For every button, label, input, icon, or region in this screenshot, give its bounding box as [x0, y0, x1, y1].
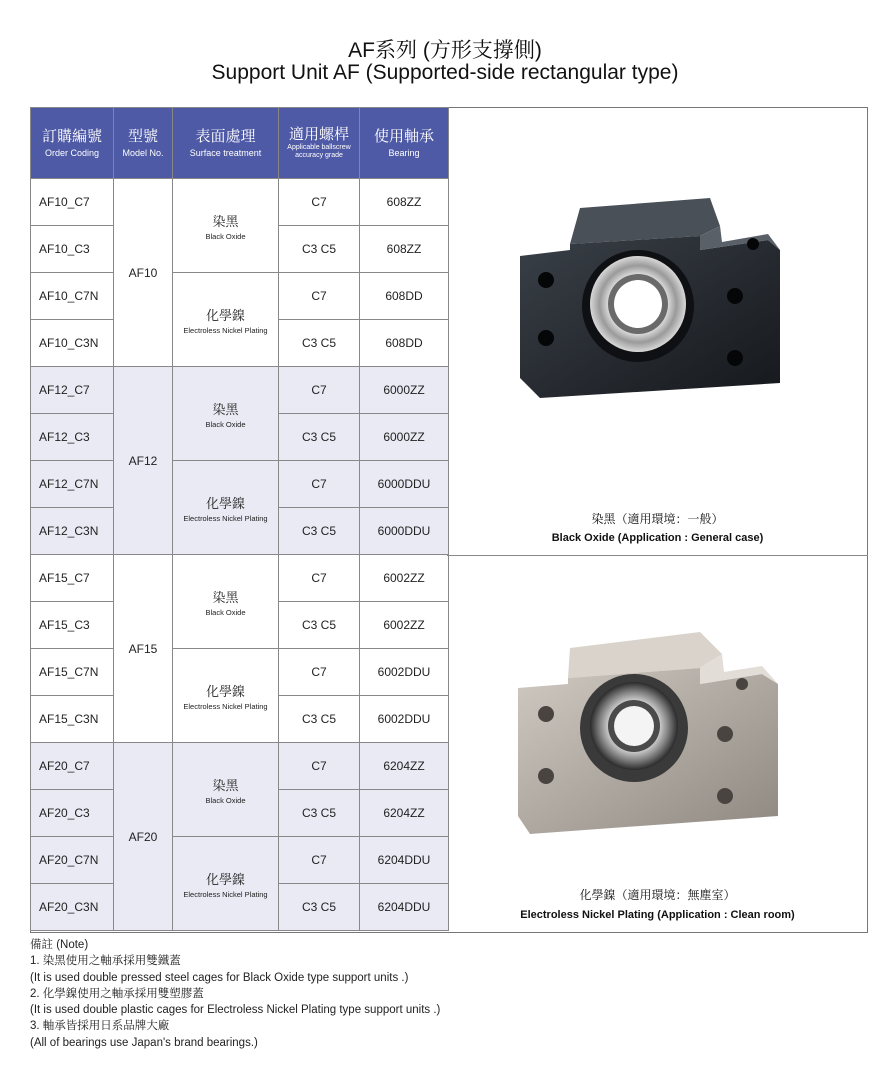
table-row	[31, 273, 449, 320]
order-code: AF10_C7N	[31, 273, 114, 320]
bearing: 608ZZ	[360, 179, 449, 226]
note-line: (It is used double pressed steel cages for Black Oxide type support units .)	[30, 971, 409, 984]
surface-black-oxide	[173, 743, 279, 837]
header-accuracy-zh: 適用螺桿	[288, 126, 349, 143]
surface-zh: 染黑	[212, 589, 239, 605]
table-row	[31, 179, 449, 226]
note-line: 3. 軸承皆採用日系品牌大廠	[30, 1020, 170, 1033]
notes-heading: 備註 (Note)	[30, 939, 89, 951]
surface-zh: 化學鎳	[205, 871, 245, 887]
surface-en: Electroless Nickel Plating	[183, 325, 268, 335]
surface-zh: 染黑	[212, 213, 239, 229]
accuracy-grade: C3 C5	[279, 320, 360, 367]
surface-en: Black Oxide	[205, 231, 246, 241]
surface-nickel-plating	[173, 649, 279, 743]
accuracy-grade: C7	[279, 179, 360, 226]
surface-zh: 染黑	[212, 777, 239, 793]
accuracy-grade: C3 C5	[279, 790, 360, 837]
surface-en: Electroless Nickel Plating	[183, 889, 268, 899]
panel-divider	[447, 555, 868, 556]
order-code: AF12_C7	[31, 367, 114, 414]
bearing: 6002DDU	[360, 696, 449, 743]
order-code: AF15_C7N	[31, 649, 114, 696]
accuracy-grade: C7	[279, 837, 360, 884]
accuracy-grade: C7	[279, 461, 360, 508]
model-no: AF15	[114, 555, 173, 743]
accuracy-grade: C7	[279, 273, 360, 320]
page-title-en: Support Unit AF (Supported-side rectangular type)	[211, 61, 679, 84]
table-row	[31, 837, 449, 884]
order-code: AF12_C3	[31, 414, 114, 461]
surface-nickel-plating	[173, 837, 279, 931]
note-line: 2. 化學鎳使用之軸承採用雙塑膠蓋	[30, 987, 204, 1000]
bearing: 6002DDU	[360, 649, 449, 696]
nickel-plated-unit-image	[510, 626, 790, 838]
note-line: 1. 染黑使用之軸承採用雙鐵蓋	[30, 955, 181, 968]
accuracy-grade: C7	[279, 367, 360, 414]
surface-zh: 染黑	[212, 401, 239, 417]
group-af15	[31, 555, 449, 743]
accuracy-grade: C7	[279, 743, 360, 790]
header-surface-zh: 表面處理	[195, 127, 256, 145]
bearing: 6002ZZ	[360, 555, 449, 602]
surface-black-oxide	[173, 179, 279, 273]
bearing: 608DD	[360, 320, 449, 367]
accuracy-grade: C3 C5	[279, 414, 360, 461]
header-model-zh: 型號	[127, 127, 158, 145]
surface-zh: 化學鎳	[205, 683, 245, 699]
model-no: AF10	[114, 179, 173, 367]
black-oxide-caption-en: Black Oxide (Application : General case)	[551, 532, 764, 544]
bearing: 6204DDU	[360, 837, 449, 884]
bearing: 6000ZZ	[360, 414, 449, 461]
accuracy-grade: C3 C5	[279, 602, 360, 649]
page-title-zh: AF系列 (方形支撐側)	[348, 39, 542, 62]
spec-table	[30, 107, 449, 931]
surface-en: Electroless Nickel Plating	[183, 513, 268, 523]
model-no: AF20	[114, 743, 173, 931]
bearing: 6000DDU	[360, 508, 449, 555]
order-code: AF10_C3N	[31, 320, 114, 367]
header-bearing-zh: 使用軸承	[373, 127, 434, 145]
bearing: 6000ZZ	[360, 367, 449, 414]
header-accuracy-en: Applicable ballscrew accuracy grade	[287, 144, 351, 159]
note-line: (It is used double plastic cages for Electroless Nickel Plating type support units .)	[30, 1004, 441, 1017]
table-row	[31, 555, 449, 602]
group-af12	[31, 367, 449, 555]
bearing: 6204ZZ	[360, 743, 449, 790]
black-oxide-unit-image	[510, 188, 790, 403]
note-line: (All of bearings use Japan's brand bearings.)	[30, 1036, 258, 1049]
header-model-no	[114, 108, 173, 179]
table-row	[31, 649, 449, 696]
group-af10	[31, 179, 449, 367]
model-no: AF12	[114, 367, 173, 555]
table-header-row	[31, 108, 449, 179]
table-row	[31, 461, 449, 508]
accuracy-grade: C3 C5	[279, 696, 360, 743]
order-code: AF20_C7N	[31, 837, 114, 884]
surface-zh: 化學鎳	[205, 495, 245, 511]
bearing: 608ZZ	[360, 226, 449, 273]
surface-en: Black Oxide	[205, 419, 246, 429]
nickel-caption-zh: 化學鎳（適用環境：無塵室）	[579, 888, 736, 902]
surface-en: Black Oxide	[205, 795, 246, 805]
surface-black-oxide	[173, 555, 279, 649]
header-surface-treatment	[173, 108, 279, 179]
bearing: 6000DDU	[360, 461, 449, 508]
order-code: AF20_C3N	[31, 884, 114, 931]
group-af20	[31, 743, 449, 931]
surface-zh: 化學鎳	[205, 307, 245, 323]
accuracy-grade: C7	[279, 649, 360, 696]
nickel-caption-en: Electroless Nickel Plating (Application : Clean room)	[520, 909, 795, 921]
order-code: AF10_C3	[31, 226, 114, 273]
order-code: AF20_C3	[31, 790, 114, 837]
notes-section	[30, 937, 440, 1051]
header-order-coding	[31, 108, 114, 179]
header-order-zh: 訂購編號	[41, 127, 102, 145]
header-bearing-en: Bearing	[388, 147, 420, 158]
order-code: AF15_C3	[31, 602, 114, 649]
bearing: 6204DDU	[360, 884, 449, 931]
table-row	[31, 743, 449, 790]
order-code: AF10_C7	[31, 179, 114, 226]
order-code: AF12_C3N	[31, 508, 114, 555]
header-surface-en: Surface treatment	[189, 147, 262, 158]
header-accuracy-grade	[279, 108, 360, 179]
surface-en: Electroless Nickel Plating	[183, 701, 268, 711]
order-code: AF15_C7	[31, 555, 114, 602]
accuracy-grade: C3 C5	[279, 508, 360, 555]
order-code: AF15_C3N	[31, 696, 114, 743]
surface-nickel-plating	[173, 461, 279, 555]
order-code: AF12_C7N	[31, 461, 114, 508]
black-oxide-caption-zh: 染黑（適用環境：一般）	[591, 512, 724, 526]
bearing: 6204ZZ	[360, 790, 449, 837]
bearing: 6002ZZ	[360, 602, 449, 649]
accuracy-grade: C7	[279, 555, 360, 602]
order-code: AF20_C7	[31, 743, 114, 790]
accuracy-grade: C3 C5	[279, 884, 360, 931]
header-bearing	[360, 108, 449, 179]
header-order-en: Order Coding	[44, 147, 100, 158]
bearing: 608DD	[360, 273, 449, 320]
header-model-en: Model No.	[122, 147, 164, 158]
surface-nickel-plating	[173, 273, 279, 367]
surface-en: Black Oxide	[205, 607, 246, 617]
surface-black-oxide	[173, 367, 279, 461]
accuracy-grade: C3 C5	[279, 226, 360, 273]
table-row	[31, 367, 449, 414]
